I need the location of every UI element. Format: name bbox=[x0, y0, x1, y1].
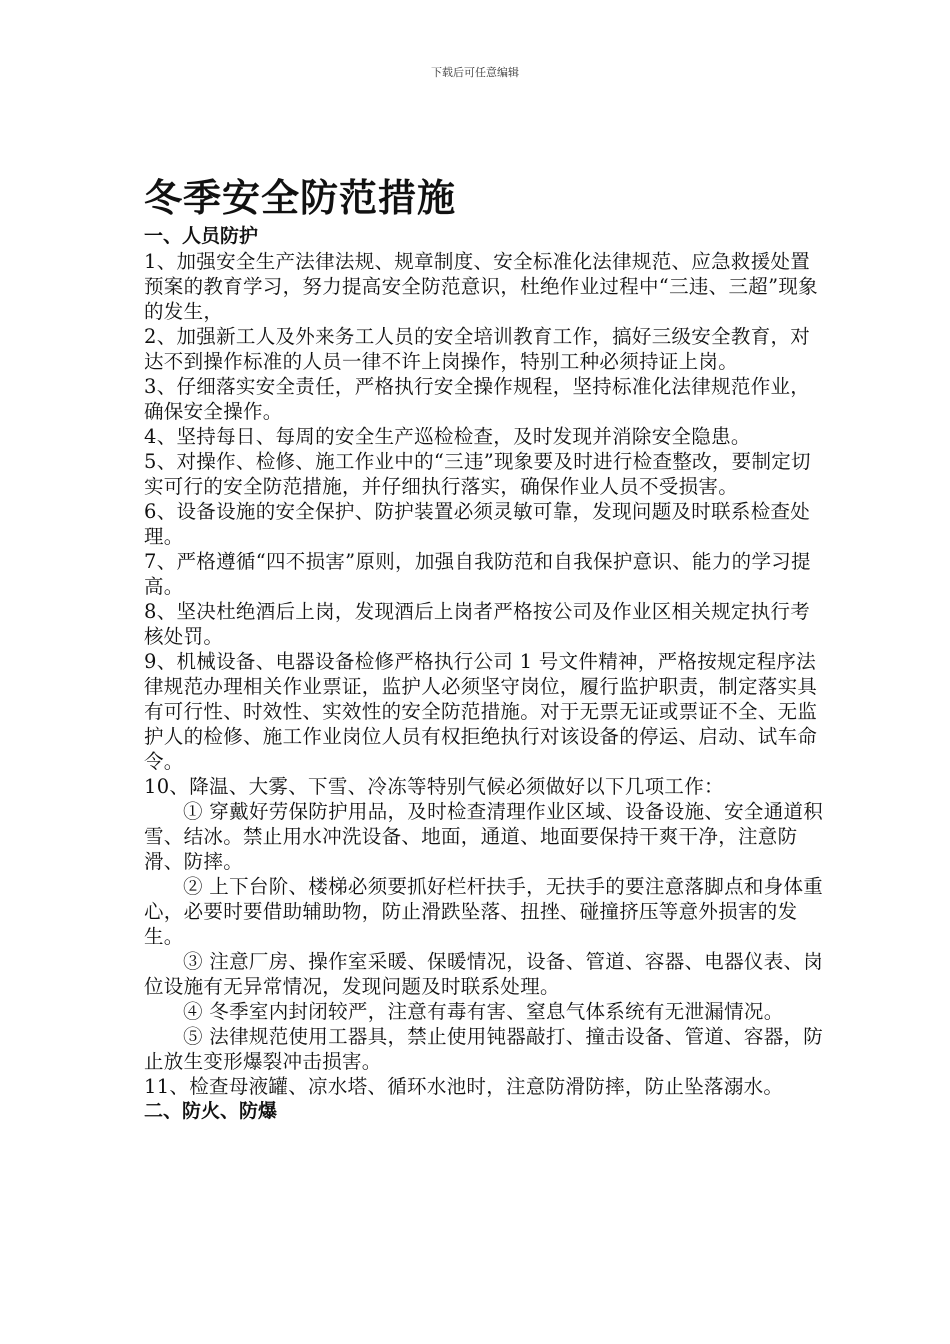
list-item: 1、加强安全生产法律法规、规章制度、安全标准化法律规范、应急救援处置预案的教育学习，努力提高安全防范意识，杜绝作业过程中“三违、三超”现象的发生， bbox=[144, 250, 818, 323]
sub-list-item: ④ 冬季室内封闭较严，注意有毒有害、窒息气体系统有无泄漏情况。 bbox=[183, 1000, 784, 1023]
section-heading-fire-explosion: 二、防火、防爆 bbox=[144, 1100, 278, 1122]
sub-list-item: ⑤ 法律规范使用工器具，禁止使用钝器敲打、撞击设备、管道、容器，防止放生变形爆裂冲击损害。 bbox=[144, 1025, 824, 1073]
document-title: 冬季安全防范措施 bbox=[144, 175, 457, 220]
sub-list-item: ② 上下台阶、楼梯必须要抓好栏杆扶手，无扶手的要注意落脚点和身体重心，必要时要借助辅助物，防止滑跌坠落、扭挫、碰撞挤压等意外损害的发生。 bbox=[144, 875, 824, 948]
list-item: 10、降温、大雾、下雪、冷冻等特别气候必须做好以下几项工作： bbox=[144, 775, 724, 798]
document-body bbox=[144, 172, 824, 1124]
list-item: 8、坚决杜绝酒后上岗，发现酒后上岗者严格按公司及作业区相关规定执行考核处罚。 bbox=[144, 600, 811, 648]
sub-list-item: ③ 注意厂房、操作室采暖、保暖情况，设备、管道、容器、电器仪表、岗位设施有无异常情况，发现问题及时联系处理。 bbox=[144, 950, 824, 998]
list-item: 2、加强新工人及外来务工人员的安全培训教育工作，搞好三级安全教育，对达不到操作标准的人员一律不许上岗操作，特别工种必须持证上岗。 bbox=[144, 325, 811, 373]
list-item: 6、设备设施的安全保护、防护装置必须灵敏可靠，发现问题及时联系检查处理。 bbox=[144, 500, 811, 548]
list-item: 7、严格遵循“四不损害”原则，加强自我防范和自我保护意识、能力的学习提高。 bbox=[144, 550, 811, 598]
list-item: 11、检查母液罐、凉水塔、循环水池时，注意防滑防摔，防止坠落溺水。 bbox=[144, 1075, 784, 1098]
list-item: 5、对操作、检修、施工作业中的“三违”现象要及时进行检查整改，要制定切实可行的安全防范措施，并仔细执行落实，确保作业人员不受损害。 bbox=[144, 450, 811, 498]
list-item: 9、机械设备、电器设备检修严格执行公司 1 号文件精神，严格按规定程序法律规范办理相关作业票证，监护人必须坚守岗位，履行监护职责，制定落实具有可行性、时效性、实效性的安全防范措施。对于无票无证或票证不全、无监护人的检修、施工作业岗位人员有权拒绝执行对该设备的停运、启动、试车命令。 bbox=[144, 650, 818, 773]
section-heading-personnel: 一、人员防护 bbox=[144, 225, 259, 247]
list-item: 3、仔细落实安全责任，严格执行安全操作规程，坚持标准化法律规范作业，确保安全操作。 bbox=[144, 375, 811, 423]
sub-list-item: ① 穿戴好劳保防护用品，及时检查清理作业区域、设备设施、安全通道积雪、结冰。禁止用水冲洗设备、地面，通道、地面要保持干爽干净，注意防滑、防摔。 bbox=[144, 800, 824, 873]
header-note: 下载后可任意编辑 bbox=[431, 66, 519, 79]
list-item: 4、坚持每日、每周的安全生产巡检检查，及时发现并消除安全隐患。 bbox=[144, 425, 751, 448]
